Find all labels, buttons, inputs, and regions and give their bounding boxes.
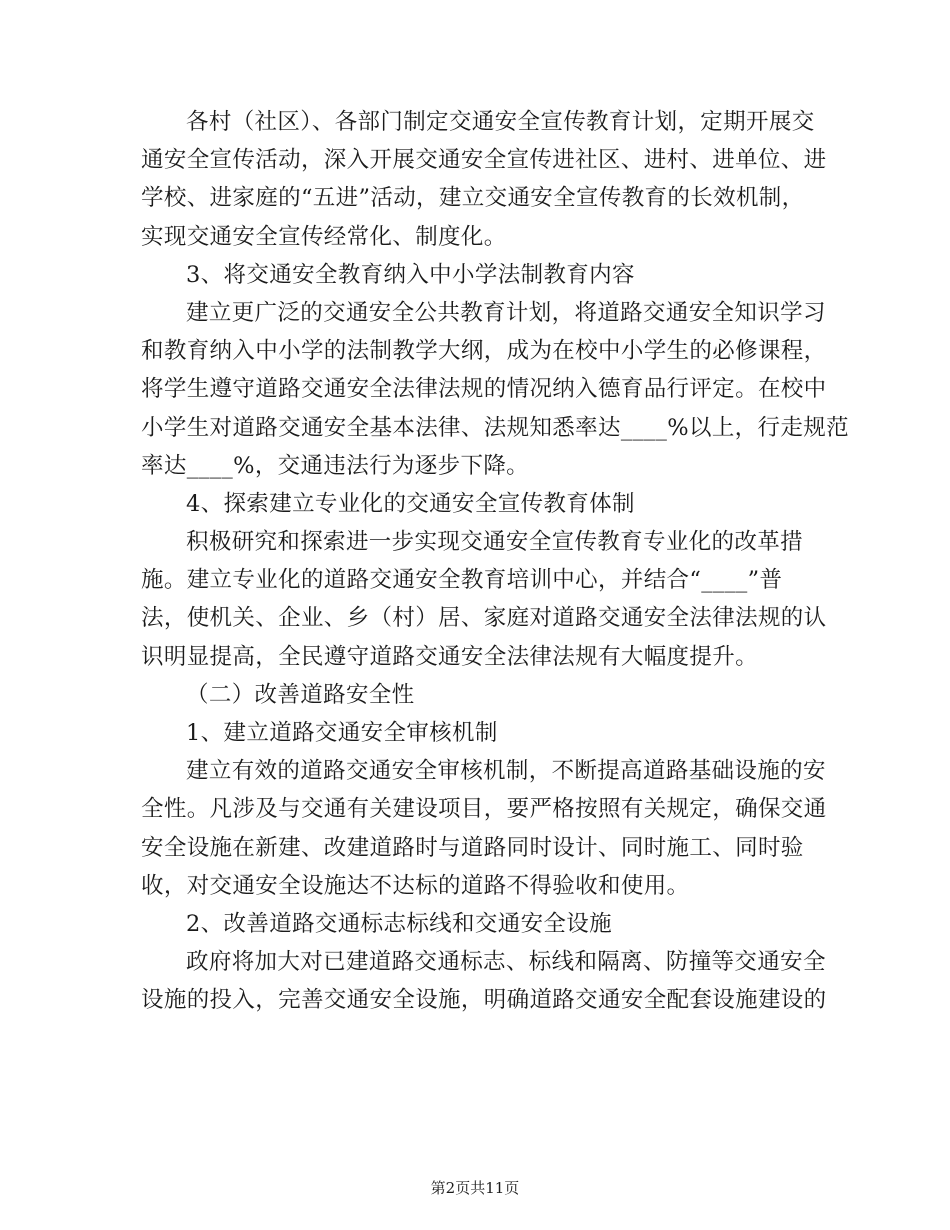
text-line: 将学生遵守道路交通安全法律法规的情况纳入德育品行评定。在校中 [141,376,827,403]
text-line: 识明显提高，全民遵守道路交通安全法律法规有大幅度提升。 [141,643,758,670]
text-line: 安全设施在新建、改建道路时与道路同时设计、同时施工、同时验 [141,834,804,861]
section-heading: 3、将交通安全教育纳入中小学法制教育内容 [186,261,635,288]
text-line: 法，使机关、企业、乡（村）居、家庭对道路交通安全法律法规的认 [141,605,827,632]
text-line: 各村（社区）、各部门制定交通安全宣传教育计划，定期开展交 [186,109,815,135]
text-line: 积极研究和探索进一步实现交通安全宣传教育专业化的改革措 [186,529,803,556]
text-line: 建立有效的道路交通安全审核机制，不断提高道路基础设施的安 [186,758,826,785]
text-line: 通安全宣传活动，深入开展交通安全宣传进社区、进村、进单位、进 [141,147,827,174]
section-heading: 1、建立道路交通安全审核机制 [186,720,498,746]
text-line: 设施的投入，完善交通安全设施，明确道路交通安全配套设施建设的 [141,987,827,1014]
text-line: 建立更广泛的交通安全公共教育计划，将道路交通安全知识学习 [186,299,826,326]
section-heading: 4、探索建立专业化的交通安全宣传教育体制 [186,490,635,517]
section-heading: （二）改善道路安全性 [186,681,415,708]
page-number-footer: 第2页共11页 [430,1179,520,1197]
text-line: 收，对交通安全设施达不达标的道路不得验收和使用。 [141,872,690,899]
text-line: 和教育纳入中小学的法制教学大纲，成为在校中小学生的必修课程， [141,338,827,365]
text-line: 全性。凡涉及与交通有关建设项目，要严格按照有关规定，确保交通 [141,796,827,823]
section-heading: 2、改善道路交通标志标线和交通安全设施 [186,910,612,937]
text-line: 施。建立专业化的道路交通安全教育培训中心，并结合“____”普 [141,567,783,594]
text-line: 学校、进家庭的“五进”活动，建立交通安全宣传教育的长效机制， [141,185,805,212]
document-body [141,103,849,1020]
text-line: 率达____%，交通违法行为逐步下降。 [141,452,530,479]
text-line: 实现交通安全宣传经常化、制度化。 [141,223,507,250]
text-line: 政府将加大对已建道路交通标志、标线和隔离、防撞等交通安全 [186,949,826,976]
text-line: 小学生对道路交通安全基本法律、法规知悉率达____%以上，行走规范 [141,414,849,441]
